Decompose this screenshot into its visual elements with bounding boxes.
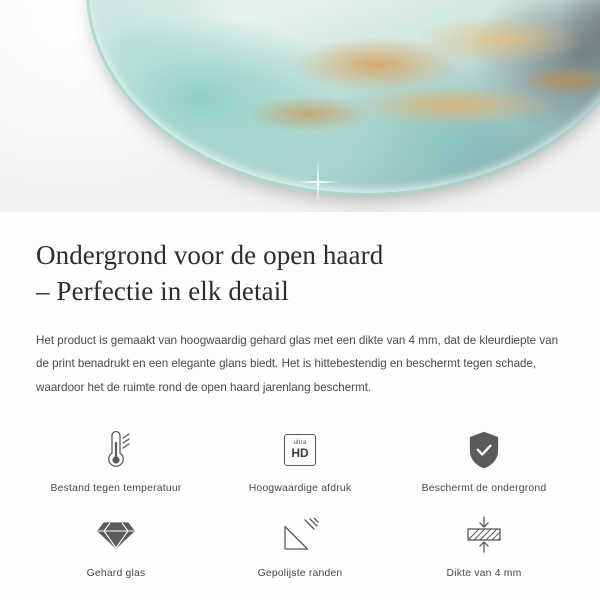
feature-label: Bestand tegen temperatuur [50,482,182,494]
polished-edges-icon [281,512,319,558]
ultra-hd-icon [284,427,316,473]
ultra-hd-top-text: ultra [293,439,307,447]
diamond-icon [96,512,136,558]
hero-product-image [0,0,600,212]
feature-item-print-quality [208,421,392,504]
description-content [0,212,600,399]
feature-grid [0,421,600,589]
headline-line-2: – Perfectie in elk detail [36,275,289,306]
thickness-arrows-icon [463,512,505,558]
feature-item-polished-edges [208,506,392,589]
feature-label: Gehard glas [86,567,146,579]
thermometer-icon [99,427,133,473]
ultra-hd-bottom-text: HD [291,446,309,461]
page-title [36,238,564,309]
shield-check-icon [466,427,502,473]
headline-line-1: Ondergrond voor de open haard [36,240,384,270]
feature-label: Beschermt de ondergrond [421,482,547,494]
feature-item-tempered-glass [24,506,208,589]
feature-label: Dikte van 4 mm [446,567,522,579]
feature-item-temperature [24,421,208,504]
feature-label: Hoogwaardige afdruk [248,482,352,494]
feature-item-thickness [392,506,576,589]
feature-item-surface-protection [392,421,576,504]
feature-label: Gepolijste randen [257,567,343,579]
description-paragraph: Het product is gemaakt van hoogwaardig gehard glas met een dikte van 4 mm, dat de kleurdiepte van de print benadrukt en een elegante glans biedt. Het is hittebestendig en beschermt tegen schade, waardoor het de ruimte rond de open haard jarenlang beschermt. [36,334,559,394]
